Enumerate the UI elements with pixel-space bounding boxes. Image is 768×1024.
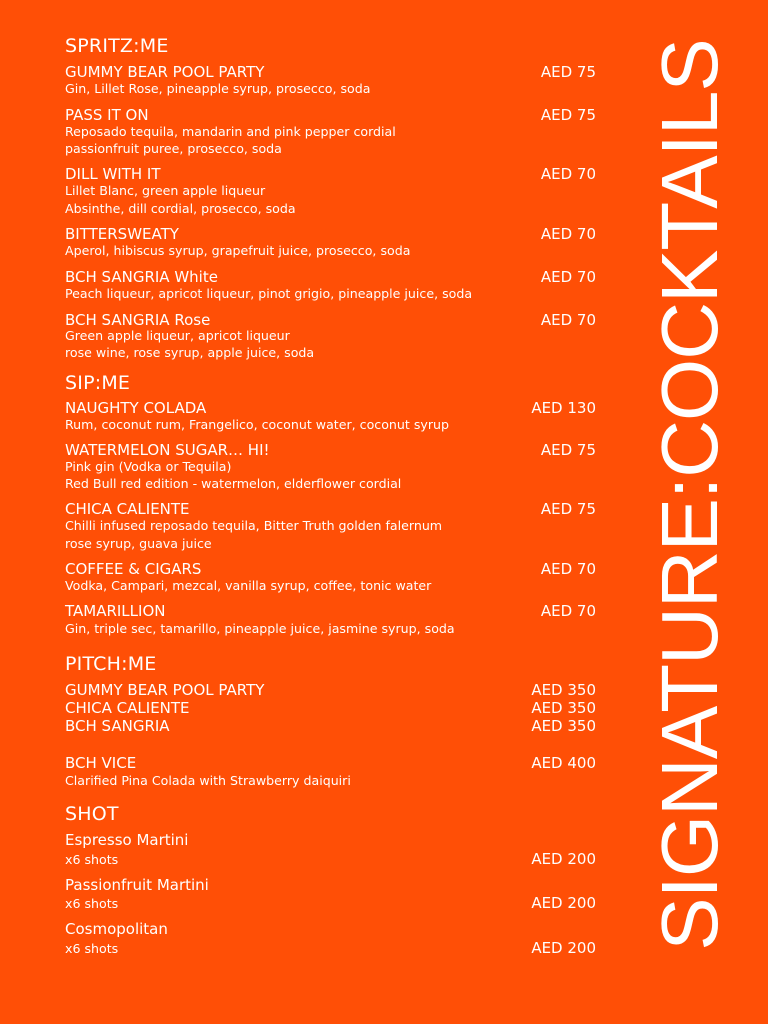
- item-name: DILL WITH IT: [65, 165, 161, 183]
- item-price: AED 75: [540, 106, 596, 124]
- item-price: AED 70: [540, 165, 596, 183]
- item-name: GUMMY BEAR POOL PARTY: [65, 681, 265, 699]
- item-desc: Clarified Pina Colada with Strawberry daiquiri: [65, 773, 351, 788]
- item-desc: Rum, coconut rum, Frangelico, coconut water, coconut syrup: [65, 417, 449, 432]
- item-name: BCH SANGRIA: [65, 717, 170, 735]
- section-title-shot: SHOT: [65, 803, 119, 825]
- item-price: AED 70: [540, 560, 596, 578]
- item-name: BITTERSWEATY: [65, 225, 179, 243]
- item-name: Espresso Martini: [65, 831, 189, 849]
- item-desc: rose syrup, guava juice: [65, 536, 212, 551]
- item-price: AED 70: [540, 268, 596, 286]
- item-desc: Absinthe, dill cordial, prosecco, soda: [65, 201, 296, 216]
- item-price: AED 70: [540, 311, 596, 329]
- item-sub: x6 shots: [65, 852, 119, 867]
- item-desc: Chilli infused reposado tequila, Bitter Truth golden falernum: [65, 518, 443, 533]
- item-desc: Peach liqueur, apricot liqueur, pinot grigio, pineapple juice, soda: [65, 286, 473, 301]
- item-desc: Green apple liqueur, apricot liqueur: [65, 328, 290, 343]
- item-price: AED 200: [531, 894, 596, 912]
- item-name: PASS IT ON: [65, 106, 149, 124]
- item-name: BCH VICE: [65, 754, 137, 772]
- item-desc: Red Bull red edition - watermelon, elderflower cordial: [65, 476, 402, 491]
- item-price: AED 130: [531, 399, 596, 417]
- section-title-spritz: SPRITZ:ME: [65, 35, 169, 57]
- item-desc: passionfruit puree, prosecco, soda: [65, 141, 282, 156]
- item-price: AED 75: [540, 441, 596, 459]
- item-price: AED 200: [531, 939, 596, 957]
- item-price: AED 75: [540, 500, 596, 518]
- item-price: AED 75: [540, 63, 596, 81]
- item-name: CHICA CALIENTE: [65, 699, 190, 717]
- item-name: NAUGHTY COLADA: [65, 399, 207, 417]
- item-price: AED 200: [531, 850, 596, 868]
- item-desc: Gin, triple sec, tamarillo, pineapple juice, jasmine syrup, soda: [65, 621, 455, 636]
- item-price: AED 70: [540, 602, 596, 620]
- item-sub: x6 shots: [65, 941, 119, 956]
- item-desc: Vodka, Campari, mezcal, vanilla syrup, coffee, tonic water: [65, 578, 432, 593]
- section-title-sip: SIP:ME: [65, 372, 131, 394]
- item-name: GUMMY BEAR POOL PARTY: [65, 63, 265, 81]
- item-price: AED 350: [531, 717, 596, 735]
- item-desc: Gin, Lillet Rose, pineapple syrup, prosecco, soda: [65, 81, 371, 96]
- item-price: AED 350: [531, 681, 596, 699]
- item-desc: rose wine, rose syrup, apple juice, soda: [65, 345, 315, 360]
- item-desc: Lillet Blanc, green apple liqueur: [65, 183, 266, 198]
- item-name: TAMARILLION: [65, 602, 166, 620]
- item-name: BCH SANGRIA White: [65, 268, 218, 286]
- item-name: Cosmopolitan: [65, 920, 168, 938]
- item-price: AED 350: [531, 699, 596, 717]
- item-price: AED 70: [540, 225, 596, 243]
- item-desc: Aperol, hibiscus syrup, grapefruit juice, prosecco, soda: [65, 243, 411, 258]
- item-name: BCH SANGRIA Rose: [65, 311, 211, 329]
- side-title: SIGNATURE:COCKTAILS: [645, 39, 734, 951]
- item-name: Passionfruit Martini: [65, 876, 209, 894]
- item-name: WATERMELON SUGAR… HI!: [65, 441, 270, 459]
- item-desc: Pink gin (Vodka or Tequila): [65, 459, 232, 474]
- item-name: CHICA CALIENTE: [65, 500, 190, 518]
- item-sub: x6 shots: [65, 896, 119, 911]
- section-title-pitch: PITCH:ME: [65, 653, 157, 675]
- item-price: AED 400: [531, 754, 596, 772]
- item-desc: Reposado tequila, mandarin and pink pepper cordial: [65, 124, 396, 139]
- item-name: COFFEE & CIGARS: [65, 560, 202, 578]
